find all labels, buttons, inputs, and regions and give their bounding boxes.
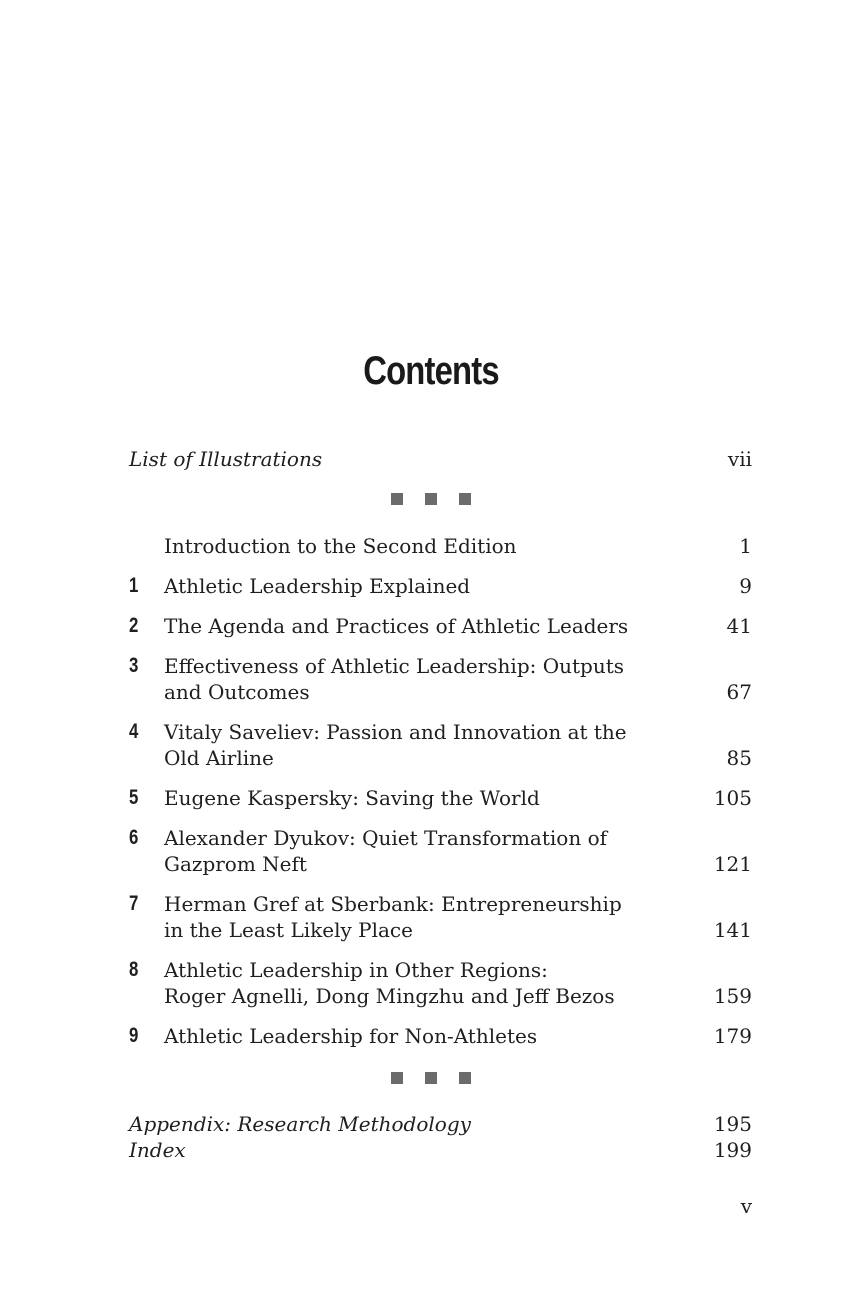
toc-entry-title (164, 573, 664, 599)
toc-entry-title-line: Introduction to the Second Edition (164, 534, 517, 558)
toc-entry-page: 199 (713, 1138, 752, 1162)
chapter-number: 7 (129, 892, 139, 915)
toc-entry-title-line: Gazprom Neft (164, 852, 307, 876)
divider-square (459, 1072, 471, 1084)
toc-entry-title: Appendix: Research Methodology (129, 1112, 471, 1136)
toc-entry-title: Index (129, 1138, 186, 1162)
toc-entry-chapter-8[interactable] (129, 957, 752, 1009)
divider-square (425, 1072, 437, 1084)
toc-entry-title-line: Athletic Leadership Explained (164, 574, 471, 598)
chapter-number: 8 (129, 958, 139, 981)
toc-entry-title-line: in the Least Likely Place (164, 918, 413, 942)
toc-entry-title (164, 891, 664, 943)
toc-entry-title-line: Eugene Kaspersky: Saving the World (164, 786, 540, 810)
toc-entry-chapter-6[interactable] (129, 825, 752, 877)
divider-square (391, 1072, 403, 1084)
toc-entry-page: 67 (726, 680, 752, 704)
toc-entry-page: 41 (726, 614, 752, 638)
chapter-number: 2 (129, 614, 139, 637)
toc-entry-page: 121 (713, 852, 752, 876)
toc-entry-title-line: Vitaly Saveliev: Passion and Innovation at the (164, 720, 627, 744)
toc-entry-chapter-4[interactable] (129, 719, 752, 771)
toc-entry-title (164, 825, 664, 877)
toc-entry-page: 159 (713, 984, 752, 1008)
section-divider (0, 1069, 862, 1083)
toc-entry-page: 9 (739, 574, 752, 598)
toc-entry-title (164, 785, 664, 811)
toc-entry-chapter-3[interactable] (129, 653, 752, 705)
chapter-number: 3 (129, 654, 139, 677)
toc-entry-title (164, 533, 664, 559)
section-divider (0, 490, 862, 504)
toc-entry-title: List of Illustrations (129, 447, 323, 471)
toc-entry-title-line: and Outcomes (164, 680, 310, 704)
page-title: Contents (363, 349, 499, 393)
page-folio: v (740, 1194, 752, 1218)
toc-entry-page: 105 (713, 786, 752, 810)
toc-entry-title-line: Old Airline (164, 746, 274, 770)
toc-entry-title (164, 719, 664, 771)
toc-entry-title (164, 1023, 664, 1049)
toc-entry-title-line: Athletic Leadership in Other Regions: (164, 958, 548, 982)
chapter-number: 1 (129, 574, 139, 597)
toc-entry-page: 179 (713, 1024, 752, 1048)
divider-square (459, 493, 471, 505)
chapter-number: 9 (129, 1024, 139, 1047)
toc-entry-title-line: Effectiveness of Athletic Leadership: Outputs (164, 654, 625, 678)
toc-entry-title-line: Herman Gref at Sberbank: Entrepreneurship (164, 892, 622, 916)
toc-entry-page: 1 (739, 534, 752, 558)
toc-entry-title-line: Athletic Leadership for Non-Athletes (164, 1024, 538, 1048)
toc-entry-title-line: Alexander Dyukov: Quiet Transformation of (164, 826, 608, 850)
toc-entry-title-line: Roger Agnelli, Dong Mingzhu and Jeff Bezos (164, 984, 615, 1008)
toc-entry-title-line: The Agenda and Practices of Athletic Leaders (164, 614, 629, 638)
toc-entry-title (164, 613, 664, 639)
toc-entry-page: 85 (726, 746, 752, 770)
toc-entry-title (164, 653, 664, 705)
chapter-number: 5 (129, 786, 139, 809)
divider-square (391, 493, 403, 505)
toc-entry-page: 141 (713, 918, 752, 942)
toc-entry-page: vii (727, 447, 752, 471)
toc-entry-title (164, 957, 664, 1009)
toc-entry-chapter-7[interactable] (129, 891, 752, 943)
chapter-number: 6 (129, 826, 139, 849)
chapter-number: 4 (129, 720, 139, 743)
divider-square (425, 493, 437, 505)
toc-entry-page: 195 (713, 1112, 752, 1136)
